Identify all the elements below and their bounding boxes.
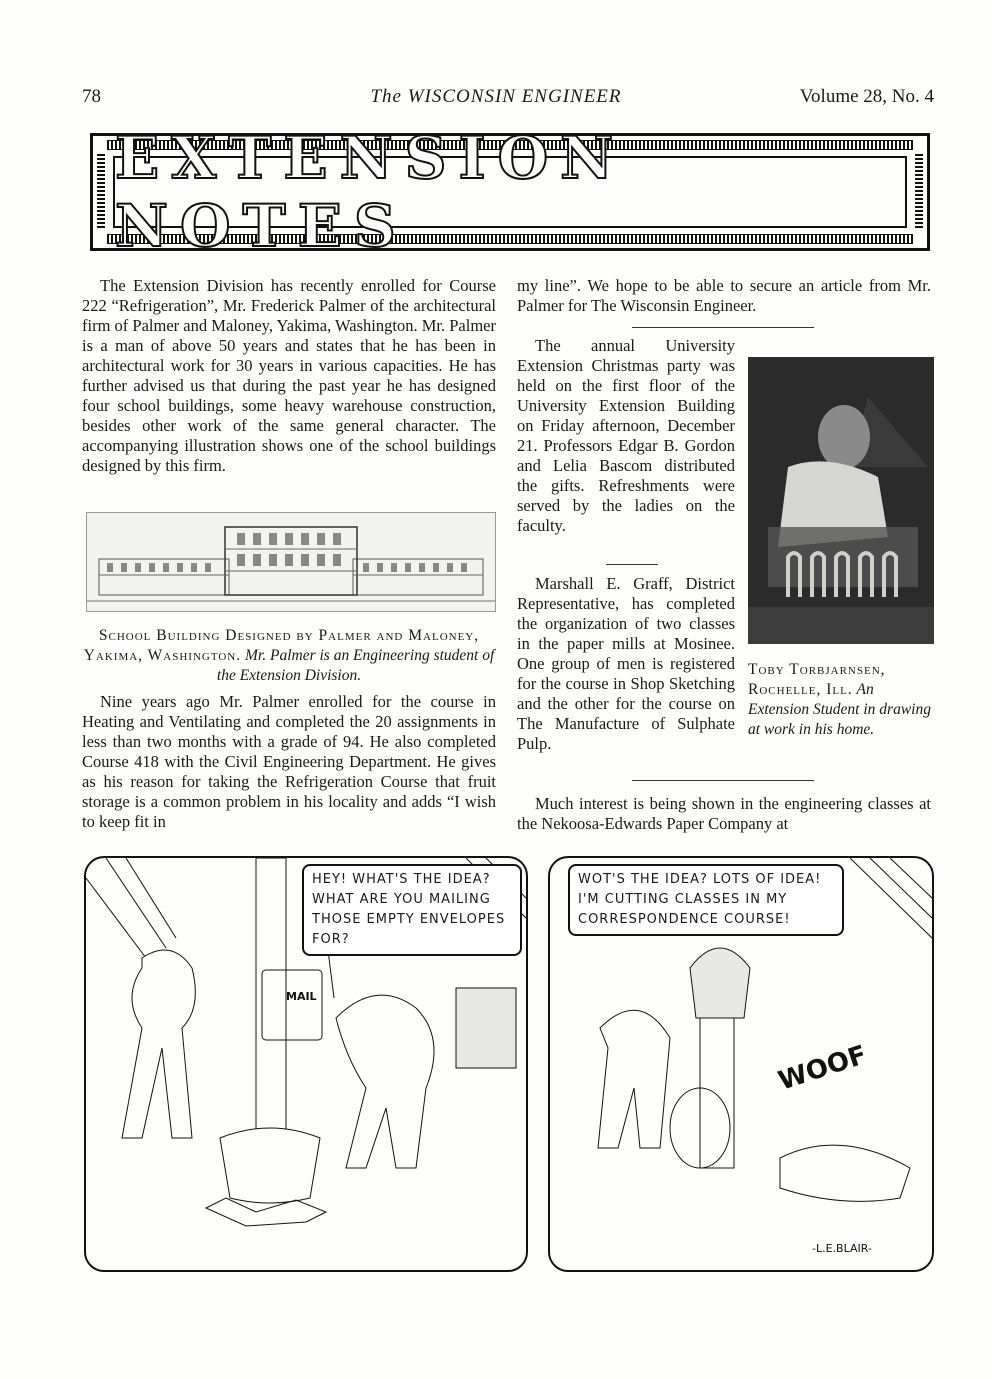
student-drawing-photo [748, 357, 934, 644]
photo-caption-name: Toby Torbjarnsen, Rochelle, Ill. [748, 661, 886, 698]
page-number: 78 [82, 86, 101, 107]
divider [632, 780, 814, 781]
banner-frame [113, 124, 907, 260]
mailbox-label: MAIL [286, 990, 317, 1003]
right-column-bottom [517, 794, 931, 834]
school-building-drawing [87, 513, 495, 611]
photo-caption [748, 660, 934, 740]
school-building-illustration [86, 512, 496, 612]
artist-signature: -L.E.BLAIR- [812, 1242, 872, 1255]
article-paragraph: Much interest is being shown in the engineering classes at the Nekoosa-Edwards Paper Company at [517, 794, 931, 833]
figure-caption-note: Mr. Palmer is an Engineering student of the Extension Division. [216, 647, 495, 684]
district-representative-item [517, 574, 735, 754]
article-paragraph: Marshall E. Graff, District Representative, has completed the organization of two classes in the paper mills at Mosinee. One group of men is registered for the course in Shop Sketching and the other for the course on The Manufacture of Sulphate Pulp. [517, 574, 735, 753]
cartoon-panel-2 [548, 856, 934, 1272]
publication-title: The WISCONSIN ENGINEER [370, 86, 622, 107]
speech-bubble: HEY! WHAT'S THE IDEA? WHAT ARE YOU MAILING THOSE EMPTY ENVELOPES FOR? [302, 864, 522, 956]
figure-caption [82, 626, 496, 686]
banner-rule-right [915, 154, 923, 230]
right-column-top [517, 276, 931, 316]
divider [632, 327, 814, 328]
speech-bubble: WOT'S THE IDEA? LOTS OF IDEA! I'M CUTTING CLASSES IN MY CORRESPONDENCE COURSE! [568, 864, 844, 936]
article-paragraph: The annual University Extension Christmas party was held on the first floor of the University Extension Building on Friday afternoon, December 21. Professors Edgar B. Gordon and Lelia Bascom distributed the gifts. Refreshments were served by the ladies on the faculty. [517, 336, 735, 535]
photo-caption-note: An Extension Student in drawing at work in his home. [748, 681, 931, 738]
left-column-continued [82, 692, 496, 832]
figure-caption-title: School Building Designed by Palmer and Maloney, Yakima, Washington. [83, 627, 480, 664]
section-title: EXTENSION NOTES [115, 124, 626, 260]
christmas-party-item [517, 336, 735, 536]
cartoon-panel-1 [84, 856, 528, 1272]
article-paragraph: my line”. We hope to be able to secure an article from Mr. Palmer for The Wisconsin Engineer. [517, 276, 931, 315]
article-paragraph: The Extension Division has recently enrolled for Course 222 “Refrigeration”, Mr. Frederick Palmer of the architectural firm of Palmer and Maloney, Yakima, Washington. Mr. Palmer is a man of above 50 years and states that he has been in architectural work for 30 years in various capacities. He has further advised us that during the past year he has designed four school buildings, some heavy warehouse construction, besides other work of the same general character. The accompanying illustration shows one of the school buildings designed by this firm. [82, 276, 496, 475]
volume-number: Volume 28, No. 4 [799, 86, 934, 107]
article-paragraph: Nine years ago Mr. Palmer enrolled for the course in Heating and Ventilating and completed the 20 assignments in less than two months with a grade of 94. He also completed Course 418 with the Civil Engineering Department. He gives as his reason for taking the Refrigeration Course that fruit storage is a common problem in his locality and adds “I wish to keep fit in [82, 692, 496, 831]
divider [606, 564, 658, 565]
student-photo [748, 357, 934, 644]
left-column [82, 276, 496, 476]
banner-rule-left [97, 154, 105, 230]
section-banner [90, 124, 930, 260]
sound-effect: WOOF [774, 1040, 871, 1097]
